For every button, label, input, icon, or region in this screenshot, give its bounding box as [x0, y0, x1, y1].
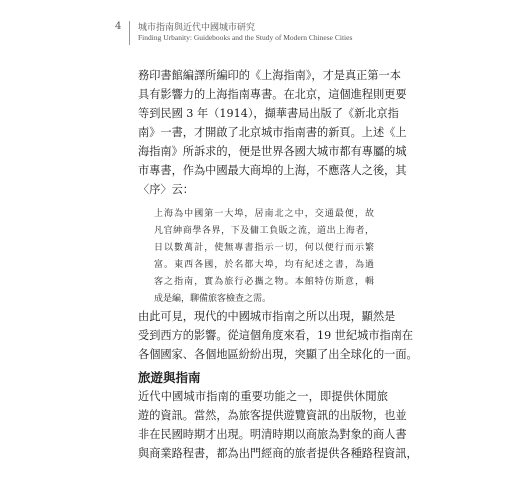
quote-line: 富。東西各國，於名都大埠，均有紀述之書，為過 — [154, 260, 374, 270]
running-header-title-english: Finding Urbanity: Guidebooks and the Study of Modern Chinese Cities — [138, 33, 353, 42]
quote-line: 上海為中國第一大埠，居南北之中，交通最便，故 — [154, 209, 374, 219]
text-line: 具有影響力的上海指南專書。在北京，這個進程則更要 — [138, 88, 407, 101]
text-line: 市專書，作為中國最大商埠的上海，不應落人之後，其 — [138, 164, 407, 177]
text-line: 非在民國時期才出現。明清時期以商旅為對象的商人書 — [138, 428, 407, 441]
text-line: 等到民國 3 年（1914），擷華書局出版了《新北京指 — [138, 107, 399, 120]
running-header-title-chinese: 城市指南與近代中國城市研究 — [138, 23, 256, 33]
text-line: 務印書館編譯所編印的《上海指南》，才是真正第一本 — [138, 69, 401, 82]
quote-line: 日以數萬計，使無專書指示一切，何以便行而示繁 — [154, 243, 374, 253]
text-line: 南》一書，才開啟了北京城市指南書的新頁。上述《上 — [138, 126, 407, 139]
header-divider — [129, 21, 130, 45]
text-line: 由此可見，現代的中國城市指南之所以出現，顯然是 — [138, 310, 396, 323]
quote-line: 成是編，聊備旅客檢查之需。 — [154, 294, 272, 304]
quote-line: 凡官紳商學各界，下及傭工負販之流，道出上海者， — [154, 226, 374, 236]
section-heading: 旅遊與指南 — [138, 370, 201, 385]
text-line: 受到西方的影響。從這個角度來看，19 世紀城市指南在 — [138, 329, 414, 342]
page-number: 4 — [115, 21, 122, 32]
text-line: 各個國家、各個地區紛紛出現，突顯了出全球化的一面。 — [138, 348, 418, 361]
text-line: 近代中國城市指南的重要功能之一，即提供休閒旅 — [138, 390, 388, 403]
text-line: 與商業路程書，都為出門經商的旅者提供各種路程資訊， — [138, 447, 418, 460]
text-line: 海指南》所訴求的，便是世界各國大城市都有專屬的城 — [138, 145, 407, 158]
quote-line: 客之指南，實為旅行必攜之物。本館特仿斯意，輯 — [154, 277, 374, 287]
text-line: 遊的資訊。當然，為旅客提供遊覽資訊的出版物，也並 — [138, 409, 407, 422]
text-line: 〈序〉云： — [138, 183, 194, 196]
